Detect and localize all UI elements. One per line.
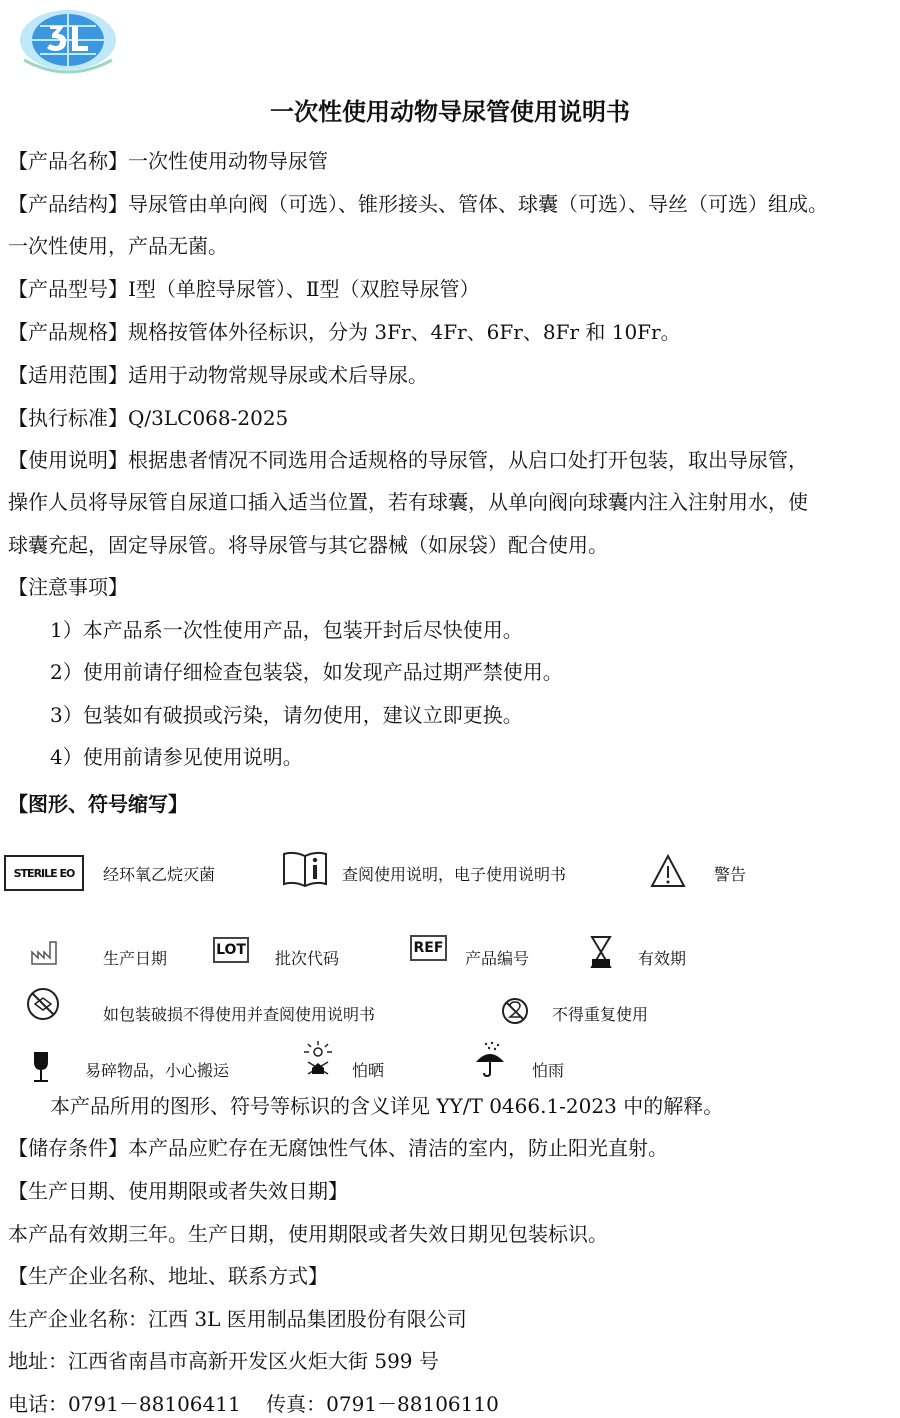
manufacturer-contact: 电话：0791－88106411 传真：0791－88106110 [8, 1392, 499, 1416]
symbol-label: 警告 [714, 865, 747, 884]
storage-conditions: 【储存条件】本产品应贮存在无腐蚀性气体、清洁的室内，防止阳光直射。 [8, 1136, 668, 1160]
standard: 【执行标准】Q/3LC068-2025 [8, 406, 289, 430]
hourglass-icon [590, 935, 612, 969]
symbol-label: 产品编号 [465, 949, 530, 968]
usage-3: 球囊充起，固定导尿管。将导尿管与其它器械（如尿袋）配合使用。 [8, 533, 608, 557]
note-item: 4）使用前请参见使用说明。 [50, 745, 303, 769]
shelf-life: 本产品有效期三年。生产日期，使用期限或者失效日期见包装标识。 [8, 1222, 608, 1246]
product-structure: 【产品结构】导尿管由单向阀（可选）、锥形接头、管体、球囊（可选）、导丝（可选）组成。 [8, 192, 828, 216]
note-item: 3）包装如有破损或污染，请勿使用，建议立即更换。 [50, 703, 523, 727]
symbol-label: 不得重复使用 [552, 1005, 649, 1024]
notes-heading: 【注意事项】 [8, 575, 128, 599]
factory-icon [30, 938, 60, 966]
product-name: 【产品名称】一次性使用动物导尿管 [8, 149, 328, 173]
symbol-label: 经环氧乙烷灭菌 [103, 865, 216, 884]
symbol-label: 有效期 [638, 949, 687, 968]
symbol-label: 生产日期 [103, 949, 168, 968]
symbol-label: 如包装破损不得使用并查阅使用说明书 [103, 1005, 376, 1024]
manufacturer-address: 地址：江西省南昌市高新开发区火炬大街 599 号 [8, 1349, 439, 1373]
symbol-label: 怕晒 [352, 1061, 385, 1080]
usage-2: 操作人员将导尿管自尿道口插入适当位置，若有球囊，从单向阀向球囊内注入注射用水，使 [8, 490, 808, 514]
product-spec: 【产品规格】规格按管体外径标识，分为 3Fr、4Fr、6Fr、8Fr 和 10Fr。 [8, 320, 681, 344]
sterile-eo-icon: STERILE EO [4, 855, 84, 891]
warning-triangle-icon [650, 854, 686, 888]
no-reuse-icon [501, 996, 529, 1026]
symbol-label: 查阅使用说明，电子使用说明书 [342, 865, 567, 884]
symbol-label: 批次代码 [275, 949, 340, 968]
damaged-package-icon [26, 987, 60, 1021]
symbol-label: 怕雨 [532, 1061, 565, 1080]
document-title: 一次性使用动物导尿管使用说明书 [270, 98, 630, 126]
fragile-glass-icon [30, 1050, 52, 1084]
ref-icon: REF [410, 935, 447, 961]
symbols-heading: 【图形、符号缩写】 [8, 792, 188, 816]
symbol-label: 易碎物品，小心搬运 [85, 1061, 230, 1080]
dates-heading: 【生产日期、使用期限或者失效日期】 [8, 1179, 348, 1203]
usage-1: 【使用说明】根据患者情况不同选用合适规格的导尿管，从启口处打开包装，取出导尿管， [8, 448, 808, 472]
instructions-book-icon [282, 850, 328, 888]
note-item: 2）使用前请仔细检查包装袋，如发现产品过期严禁使用。 [50, 660, 563, 684]
product-model: 【产品型号】Ⅰ型（单腔导尿管）、Ⅱ型（双腔导尿管） [8, 277, 480, 301]
manufacturer-heading: 【生产企业名称、地址、联系方式】 [8, 1264, 328, 1288]
scope: 【适用范围】适用于动物常规导尿或术后导尿。 [8, 363, 428, 387]
symbols-note: 本产品所用的图形、符号等标识的含义详见 YY/T 0466.1-2023 中的解释。 [50, 1094, 724, 1118]
manufacturer-name: 生产企业名称：江西 3L 医用制品集团股份有限公司 [8, 1307, 467, 1331]
umbrella-icon [473, 1040, 507, 1078]
company-logo [10, 4, 130, 80]
keep-from-sunlight-icon [300, 1040, 336, 1076]
note-item: 1）本产品系一次性使用产品，包装开封后尽快使用。 [50, 618, 523, 642]
product-structure-cont: 一次性使用，产品无菌。 [8, 234, 228, 258]
lot-icon: LOT [213, 937, 249, 963]
